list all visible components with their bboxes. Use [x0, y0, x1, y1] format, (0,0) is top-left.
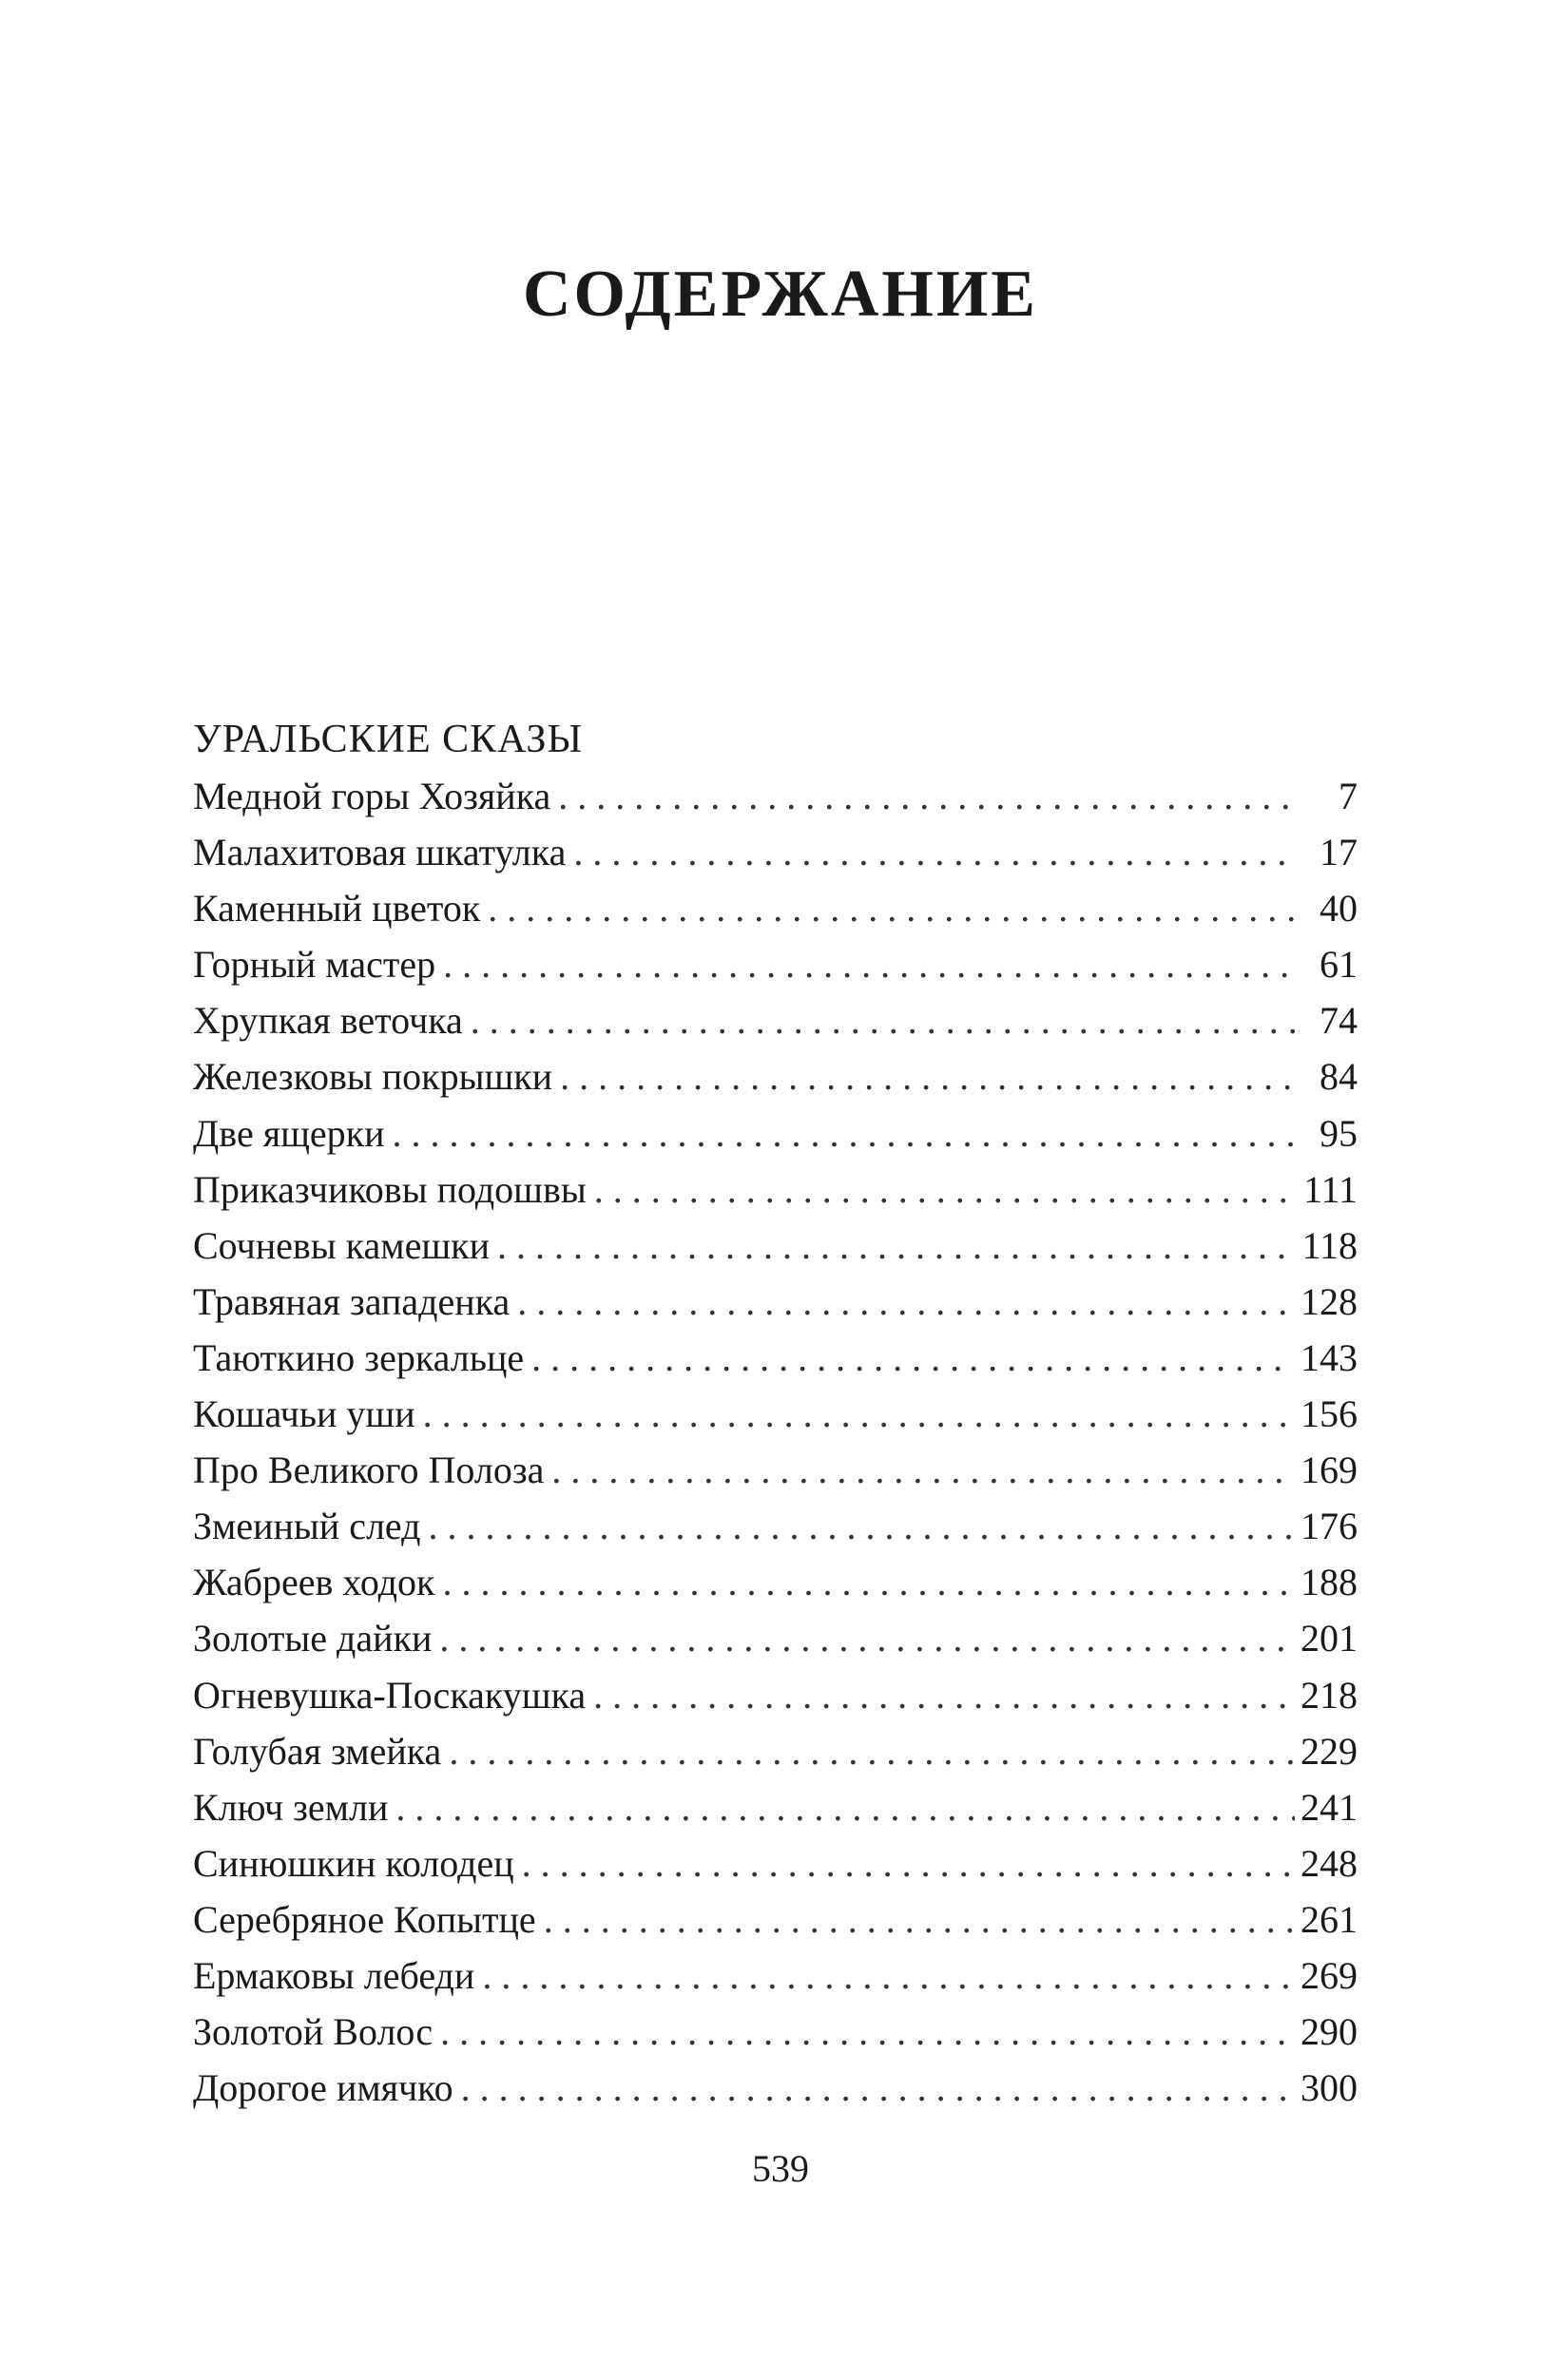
toc-entry-title: Серебряное Копытце: [193, 1897, 536, 1941]
toc-entry-page: 188: [1301, 1561, 1358, 1604]
toc-entry-page: 156: [1301, 1392, 1358, 1436]
toc-entry-page: 143: [1301, 1335, 1358, 1379]
toc-entry-page: 248: [1301, 1841, 1358, 1885]
dot-leader: [449, 1723, 1295, 1779]
toc-entry[interactable]: [193, 1891, 1358, 1948]
toc-entry[interactable]: [193, 992, 1358, 1048]
toc-entry-title: Малахитовая шкатулка: [193, 831, 567, 874]
toc-entry-page: 261: [1301, 1897, 1358, 1941]
dot-leader: [558, 768, 1295, 824]
toc-entry-title: Две ящерки: [193, 1111, 385, 1155]
toc-entry-title: Синюшкин колодец: [193, 1841, 514, 1885]
toc-entry-title: Огневушка-Поскакушка: [193, 1673, 587, 1717]
toc-entry[interactable]: [193, 1610, 1358, 1666]
toc-entry-title: Приказчиковы подошвы: [193, 1167, 587, 1211]
toc-entry[interactable]: [193, 880, 1358, 936]
toc-entry[interactable]: [193, 1274, 1358, 1330]
page-title: СОДЕРЖАНИЕ: [522, 257, 1038, 331]
dot-leader: [442, 1554, 1295, 1610]
dot-leader: [488, 880, 1295, 936]
toc-entry[interactable]: [193, 1498, 1358, 1554]
toc-entry-page: 74: [1320, 999, 1358, 1043]
toc-entry-page: 300: [1301, 2066, 1358, 2110]
toc-entry-title: Жабреев ходок: [193, 1561, 435, 1604]
toc-entry-title: Горный мастер: [193, 943, 436, 987]
dot-leader: [429, 1498, 1296, 1554]
toc-entry[interactable]: [193, 1386, 1358, 1442]
toc-entry[interactable]: [193, 1667, 1358, 1723]
section-heading: УРАЛЬСКИЕ СКАЗЫ: [193, 718, 584, 761]
dot-leader: [594, 1161, 1295, 1218]
toc-entry-page: 290: [1301, 2010, 1358, 2054]
toc-entry-page: 111: [1302, 1167, 1358, 1211]
toc-entry-title: Медной горы Хозяйка: [193, 775, 551, 817]
dot-leader: [423, 1386, 1295, 1442]
toc-entry[interactable]: [193, 1835, 1358, 1891]
toc-entry-page: 241: [1301, 1785, 1358, 1829]
toc-entry-page: 7: [1339, 775, 1358, 817]
dot-leader: [395, 1779, 1295, 1835]
toc-entry-page: 61: [1320, 943, 1358, 987]
toc-entry-title: Железковы покрышки: [193, 1055, 553, 1099]
toc-entry[interactable]: [193, 2004, 1358, 2060]
toc-entry-page: 269: [1301, 1953, 1358, 1997]
toc-entry-title: Сочневы камешки: [193, 1223, 490, 1267]
dot-leader: [551, 1442, 1295, 1498]
toc-entry-title: Дорогое имячко: [193, 2066, 453, 2110]
toc-entry-page: 201: [1301, 1617, 1358, 1660]
table-of-contents: [193, 711, 1358, 2116]
toc-entry-page: 169: [1301, 1449, 1358, 1492]
toc-entry[interactable]: [193, 824, 1358, 880]
dot-leader: [573, 824, 1295, 880]
dot-leader: [482, 1948, 1295, 2004]
toc-entry-title: Хрупкая веточка: [193, 999, 463, 1043]
toc-entry[interactable]: [193, 1048, 1358, 1104]
dot-leader: [560, 1048, 1295, 1104]
toc-entry-page: 218: [1301, 1673, 1358, 1717]
toc-entry[interactable]: [193, 2060, 1358, 2116]
toc-entry-title: Кошачьи уши: [193, 1392, 415, 1436]
toc-entry-title: Каменный цветок: [193, 887, 481, 931]
toc-entry-page: 128: [1301, 1279, 1358, 1323]
dot-leader: [392, 1105, 1295, 1161]
toc-entry-title: Золотые дайки: [193, 1617, 433, 1660]
toc-entry[interactable]: [193, 1105, 1358, 1161]
toc-entry[interactable]: [193, 1948, 1358, 2004]
dot-leader: [517, 1274, 1295, 1330]
toc-entry[interactable]: [193, 768, 1358, 824]
toc-entry-page: 95: [1320, 1111, 1358, 1155]
toc-entry-title: Таюткино зеркальце: [193, 1335, 525, 1379]
dot-leader: [443, 936, 1295, 992]
dot-leader: [461, 2060, 1295, 2116]
dot-leader: [544, 1891, 1295, 1948]
toc-entry-title: Про Великого Полоза: [193, 1449, 545, 1492]
toc-entry[interactable]: [193, 1779, 1358, 1835]
toc-entry-title: Травяная западенка: [193, 1279, 511, 1323]
toc-entry-title: Ермаковы лебеди: [193, 1953, 475, 1997]
toc-entry[interactable]: [193, 1723, 1358, 1779]
toc-entry[interactable]: [193, 936, 1358, 992]
dot-leader: [497, 1218, 1295, 1274]
toc-entry-title: Золотой Волос: [193, 2010, 434, 2054]
toc-entry-page: 84: [1320, 1055, 1358, 1099]
toc-entry-page: 118: [1301, 1223, 1358, 1267]
toc-entry-title: Голубая змейка: [193, 1729, 442, 1773]
dot-leader: [440, 2004, 1295, 2060]
dot-leader: [471, 992, 1295, 1048]
toc-entry[interactable]: [193, 1442, 1358, 1498]
toc-entry[interactable]: [193, 1330, 1358, 1386]
toc-entry[interactable]: [193, 1161, 1358, 1218]
toc-entry-title: Змеиный след: [193, 1505, 421, 1548]
toc-entry-page: 176: [1301, 1505, 1358, 1548]
dot-leader: [593, 1667, 1295, 1723]
toc-entry-page: 40: [1320, 887, 1358, 931]
dot-leader: [439, 1610, 1295, 1666]
page-number: 539: [752, 2147, 809, 2190]
dot-leader: [522, 1835, 1295, 1891]
toc-list: [193, 768, 1358, 2116]
toc-entry-page: 17: [1320, 831, 1358, 874]
toc-entry-page: 229: [1301, 1729, 1358, 1773]
toc-entry[interactable]: [193, 1554, 1358, 1610]
toc-entry-title: Ключ земли: [193, 1785, 389, 1829]
toc-entry[interactable]: [193, 1218, 1358, 1274]
dot-leader: [531, 1330, 1295, 1386]
